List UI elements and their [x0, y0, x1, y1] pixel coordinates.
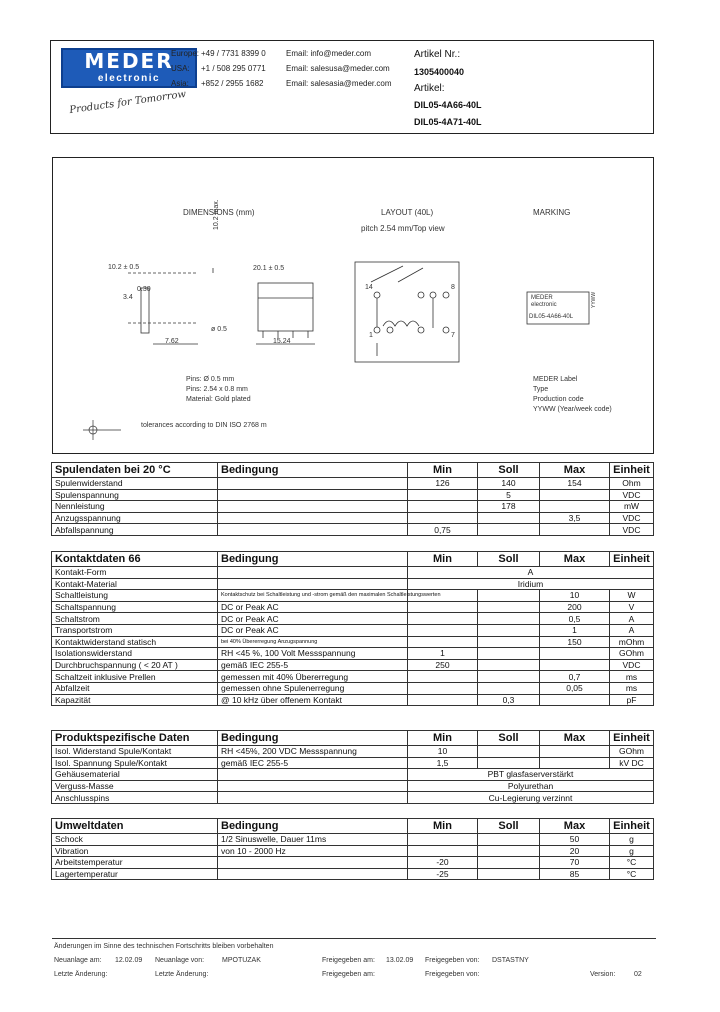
cell-name: Isol. Spannung Spule/Kontakt [52, 757, 218, 769]
cell-unit: g [610, 845, 654, 857]
cell-cond: @ 10 kHz über offenem Kontakt [218, 694, 408, 706]
cell-max: 3,5 [540, 512, 610, 524]
cell-name: Lagertemperatur [52, 868, 218, 880]
table-row [52, 512, 654, 524]
cell-span: Cu-Legierung verzinnt [408, 792, 654, 804]
cell-soll [478, 601, 540, 613]
cell-min: 250 [408, 659, 478, 671]
freigegeben-von-label: Freigegeben von: [425, 957, 480, 964]
cell-unit: VDC [610, 659, 654, 671]
cell-min [408, 624, 478, 636]
legend-3: Production code [533, 396, 584, 403]
dim-width-side: 10.2 ± 0.5 [108, 264, 140, 271]
cell-soll [478, 624, 540, 636]
dim-length: 20.1 ± 0.5 [253, 265, 285, 272]
note-2: Pins: 2.54 x 0.8 mm [186, 386, 248, 393]
table-row [52, 636, 654, 648]
cell-unit: GOhm [610, 746, 654, 758]
cell-cond [218, 792, 408, 804]
cell-cond: gemäß IEC 255-5 [218, 757, 408, 769]
column-header: Einheit [610, 731, 654, 746]
table-row [52, 613, 654, 625]
cell-min: 1,5 [408, 757, 478, 769]
table-row [52, 746, 654, 758]
column-header: Max [540, 819, 610, 834]
cell-name: Abfallzeit [52, 682, 218, 694]
cell-min: -25 [408, 868, 478, 880]
pin-label-1: 1 [369, 332, 373, 339]
marking-side: YYWW [591, 291, 597, 308]
letzte-label: Letzte Änderung: [54, 971, 108, 978]
cell-cond [218, 501, 408, 513]
cell-max [540, 524, 610, 536]
cell-soll [478, 524, 540, 536]
cell-name: Abfallspannung [52, 524, 218, 536]
column-header: Bedingung [218, 819, 408, 834]
table-row [52, 845, 654, 857]
cell-name: Anschlusspins [52, 792, 218, 804]
table-row [52, 694, 654, 706]
cell-soll: 178 [478, 501, 540, 513]
table-produktdaten [51, 730, 654, 804]
cell-soll: 5 [478, 489, 540, 501]
column-header: Soll [478, 552, 540, 567]
cell-min: 10 [408, 746, 478, 758]
cell-max [540, 501, 610, 513]
table-header-row [52, 731, 654, 746]
dim-height: 10.2 max. [213, 199, 220, 230]
neuanlage-von-label: Neuanlage von: [155, 957, 205, 964]
cell-min [408, 512, 478, 524]
cell-cond [218, 769, 408, 781]
freigegeben-von: DSTASTNY [492, 957, 529, 964]
cell-cond: DC or Peak AC [218, 624, 408, 636]
table-umweltdaten [51, 818, 654, 880]
cell-span: Iridium [408, 578, 654, 590]
cell-name: Kontakt-Material [52, 578, 218, 590]
table-row [52, 478, 654, 490]
cell-soll: 0,3 [478, 694, 540, 706]
contact-phone-europe: +49 / 7731 8399 0 [201, 49, 266, 58]
table-row [52, 601, 654, 613]
column-header: Einheit [610, 463, 654, 478]
cell-soll: 140 [478, 478, 540, 490]
slogan: Products for Tomorrow [68, 88, 187, 117]
table-title: Spulendaten bei 20 °C [52, 463, 218, 478]
cell-max [540, 489, 610, 501]
marking-code: DIL05-4A66-40L [529, 314, 574, 320]
contact-phone-asia: +852 / 2955 1682 [201, 79, 264, 88]
cell-cond: 1/2 Sinuswelle, Dauer 11ms [218, 834, 408, 846]
cell-cond [218, 478, 408, 490]
table-row [52, 524, 654, 536]
table-row [52, 792, 654, 804]
cell-max: 70 [540, 857, 610, 869]
cell-soll [478, 834, 540, 846]
version-value: 02 [634, 971, 642, 978]
contact-region-asia: Asia: [171, 79, 189, 88]
cell-cond [218, 780, 408, 792]
cell-max [540, 648, 610, 660]
pin-label-14: 14 [365, 284, 373, 291]
cell-name: Transportstrom [52, 624, 218, 636]
cell-name: Nennleistung [52, 501, 218, 513]
version-label: Version: [590, 971, 616, 978]
table-row [52, 489, 654, 501]
column-header: Max [540, 731, 610, 746]
column-header: Min [408, 731, 478, 746]
cell-min [408, 489, 478, 501]
cell-cond: bei 40% Übererregung Anzugspannung [218, 636, 408, 648]
cell-soll [478, 868, 540, 880]
cell-min [408, 682, 478, 694]
cell-max [540, 757, 610, 769]
cell-unit: mW [610, 501, 654, 513]
cell-soll [478, 682, 540, 694]
cell-soll [478, 845, 540, 857]
marking-line1: MEDER [531, 295, 553, 301]
column-header: Max [540, 552, 610, 567]
cell-soll [478, 590, 540, 602]
cell-cond: gemessen ohne Spulenerregung [218, 682, 408, 694]
marking-title: MARKING [533, 208, 571, 217]
pin-label-7: 7 [451, 332, 455, 339]
legend-2: Type [533, 386, 549, 393]
cell-cond: gemäß IEC 255-5 [218, 659, 408, 671]
cell-span: Polyurethan [408, 780, 654, 792]
table-row [52, 671, 654, 683]
table-title: Produktspezifische Daten [52, 731, 218, 746]
table-row [52, 682, 654, 694]
cell-name: Isolationswiderstand [52, 648, 218, 660]
cell-cond [218, 868, 408, 880]
cell-name: Schaltspannung [52, 601, 218, 613]
note-1: Pins: Ø 0.5 mm [186, 376, 235, 383]
cell-soll [478, 757, 540, 769]
cell-cond [218, 578, 408, 590]
cell-name: Gehäusematerial [52, 769, 218, 781]
cell-max [540, 694, 610, 706]
cell-min [408, 845, 478, 857]
cell-unit: °C [610, 857, 654, 869]
column-header: Bedingung [218, 552, 408, 567]
cell-unit: g [610, 834, 654, 846]
drawing-box [52, 157, 654, 454]
contact-phone-usa: +1 / 508 295 0771 [201, 64, 266, 73]
cell-min: 1 [408, 648, 478, 660]
table-row [52, 578, 654, 590]
column-header: Bedingung [218, 463, 408, 478]
column-header: Min [408, 463, 478, 478]
cell-unit: A [610, 613, 654, 625]
cell-unit: °C [610, 868, 654, 880]
cell-cond: DC or Peak AC [218, 601, 408, 613]
cell-max [540, 746, 610, 758]
cell-max: 85 [540, 868, 610, 880]
table-spulendaten [51, 462, 654, 536]
cell-unit: Ohm [610, 478, 654, 490]
cell-cond [218, 512, 408, 524]
tolerances-note: tolerances according to DIN ISO 2768 m [141, 422, 267, 429]
footer-note: Änderungen im Sinne des technischen Fortschritts bleiben vorbehalten [54, 943, 274, 950]
cell-cond [218, 489, 408, 501]
table-row [52, 769, 654, 781]
cell-unit: VDC [610, 512, 654, 524]
cell-max: 0,5 [540, 613, 610, 625]
column-header: Min [408, 552, 478, 567]
cell-soll [478, 746, 540, 758]
cell-max: 150 [540, 636, 610, 648]
table-row [52, 659, 654, 671]
dim-0-30: 0.30 [137, 286, 151, 293]
cell-max: 1 [540, 624, 610, 636]
cell-name: Arbeitstemperatur [52, 857, 218, 869]
artikel-value-2: DIL05-4A71-40L [414, 117, 482, 127]
cell-unit: W [610, 590, 654, 602]
cell-max [540, 659, 610, 671]
table-row [52, 501, 654, 513]
column-header: Einheit [610, 552, 654, 567]
cell-max: 0,05 [540, 682, 610, 694]
freigegeben-label: Freigegeben am: [322, 957, 375, 964]
cell-unit: A [610, 624, 654, 636]
contact-email-asia[interactable]: Email: salesasia@meder.com [286, 79, 392, 88]
cell-name: Kontakt-Form [52, 567, 218, 579]
cell-name: Verguss-Masse [52, 780, 218, 792]
neuanlage-von: MPOTUZAK [222, 957, 261, 964]
cell-min: -20 [408, 857, 478, 869]
column-header: Min [408, 819, 478, 834]
dim-15-24: 15.24 [273, 338, 291, 345]
table-row [52, 624, 654, 636]
cell-soll [478, 857, 540, 869]
layout-title: LAYOUT (40L) [381, 208, 434, 217]
letzte-von-label: Letzte Änderung: [155, 971, 209, 978]
layout-subtitle: pitch 2.54 mm/Top view [361, 224, 445, 233]
cell-unit: VDC [610, 489, 654, 501]
cell-unit: V [610, 601, 654, 613]
cell-max: 20 [540, 845, 610, 857]
cell-min [408, 636, 478, 648]
cell-cond [218, 524, 408, 536]
cell-cond: RH <45 %, 100 Volt Messspannung [218, 648, 408, 660]
cell-name: Vibration [52, 845, 218, 857]
cell-cond: von 10 - 2000 Hz [218, 845, 408, 857]
cell-max: 10 [540, 590, 610, 602]
cell-name: Durchbruchspannung ( < 20 AT ) [52, 659, 218, 671]
cell-soll [478, 648, 540, 660]
cell-soll [478, 512, 540, 524]
cell-name: Schaltzeit inklusive Prellen [52, 671, 218, 683]
column-header: Soll [478, 819, 540, 834]
cell-name: Isol. Widerstand Spule/Kontakt [52, 746, 218, 758]
table-row [52, 780, 654, 792]
cell-name: Schaltleistung [52, 590, 218, 602]
table-row [52, 757, 654, 769]
cell-min [408, 613, 478, 625]
cell-unit: mOhm [610, 636, 654, 648]
cell-max: 154 [540, 478, 610, 490]
column-header: Soll [478, 463, 540, 478]
contact-region-europe: Europe: [171, 49, 200, 58]
table-row [52, 857, 654, 869]
freigegeben2-label: Freigegeben am: [322, 971, 375, 978]
footer-rule [52, 938, 656, 939]
dim-pin-diameter: ø 0.5 [211, 326, 227, 333]
cell-cond: RH <45%, 200 VDC Messspannung [218, 746, 408, 758]
cell-cond: DC or Peak AC [218, 613, 408, 625]
cell-span: A [408, 567, 654, 579]
dim-3-4: 3.4 [123, 294, 133, 301]
note-3: Material: Gold plated [186, 396, 251, 403]
column-header: Soll [478, 731, 540, 746]
cell-soll [478, 671, 540, 683]
artikel-nr-value: 1305400040 [414, 67, 465, 77]
table-kontaktdaten [51, 551, 654, 706]
cell-min [408, 694, 478, 706]
table-row [52, 590, 654, 602]
artikel-label: Artikel: [414, 83, 445, 94]
pin-label-8: 8 [451, 284, 455, 291]
cell-name: Anzugsspannung [52, 512, 218, 524]
cell-unit: ms [610, 682, 654, 694]
table-row [52, 648, 654, 660]
cell-name: Kontaktwiderstand statisch [52, 636, 218, 648]
cell-name: Schaltstrom [52, 613, 218, 625]
cell-span: PBT glasfaserverstärkt [408, 769, 654, 781]
dimensions-title: DIMENSIONS (mm) [183, 208, 255, 217]
cell-max: 200 [540, 601, 610, 613]
cell-min: 0,75 [408, 524, 478, 536]
table-header-row [52, 819, 654, 834]
neuanlage-label: Neuanlage am: [54, 957, 102, 964]
cell-min [408, 601, 478, 613]
neuanlage-date: 12.02.09 [115, 957, 143, 964]
freigegeben2-von-label: Freigegeben von: [425, 971, 480, 978]
column-header: Einheit [610, 819, 654, 834]
dim-7-62: 7.62 [165, 338, 179, 345]
cell-soll [478, 636, 540, 648]
artikel-value-1: DIL05-4A66-40L [414, 100, 482, 110]
cell-cond: gemessen mit 40% Übererregung [218, 671, 408, 683]
logo-subtext: electronic [97, 73, 161, 84]
table-row [52, 567, 654, 579]
cell-min: 126 [408, 478, 478, 490]
cell-cond: Kontaktschutz bei Schaltleistung und -strom gemäß den maximalen Schaltleistungswerten [218, 590, 408, 602]
cell-name: Spulenspannung [52, 489, 218, 501]
cell-name: Schock [52, 834, 218, 846]
cell-name: Spulenwiderstand [52, 478, 218, 490]
cell-cond [218, 567, 408, 579]
table-title: Kontaktdaten 66 [52, 552, 218, 567]
cell-max: 0,7 [540, 671, 610, 683]
column-header: Max [540, 463, 610, 478]
contact-region-usa: USA: [171, 64, 190, 73]
table-row [52, 834, 654, 846]
cell-unit: ms [610, 671, 654, 683]
cell-max: 50 [540, 834, 610, 846]
cell-unit: GOhm [610, 648, 654, 660]
header-box [50, 40, 654, 134]
table-header-row [52, 463, 654, 478]
cell-cond [218, 857, 408, 869]
table-header-row [52, 552, 654, 567]
marking-line2: electronic [531, 302, 557, 308]
contact-email-usa[interactable]: Email: salesusa@meder.com [286, 64, 390, 73]
column-header: Bedingung [218, 731, 408, 746]
table-title: Umweltdaten [52, 819, 218, 834]
cell-name: Kapazität [52, 694, 218, 706]
cell-unit: pF [610, 694, 654, 706]
table-row [52, 868, 654, 880]
cell-unit: kV DC [610, 757, 654, 769]
legend-4: YYWW (Year/week code) [533, 406, 612, 413]
legend-1: MEDER Label [533, 376, 578, 383]
logo-text: MEDER [84, 49, 174, 73]
cell-min [408, 834, 478, 846]
freigegeben-date: 13.02.09 [386, 957, 414, 964]
cell-unit: VDC [610, 524, 654, 536]
cell-soll [478, 659, 540, 671]
contact-email-europe[interactable]: Email: info@meder.com [286, 49, 372, 58]
cell-soll [478, 613, 540, 625]
cell-min [408, 671, 478, 683]
artikel-nr-label: Artikel Nr.: [414, 49, 461, 60]
cell-min [408, 501, 478, 513]
